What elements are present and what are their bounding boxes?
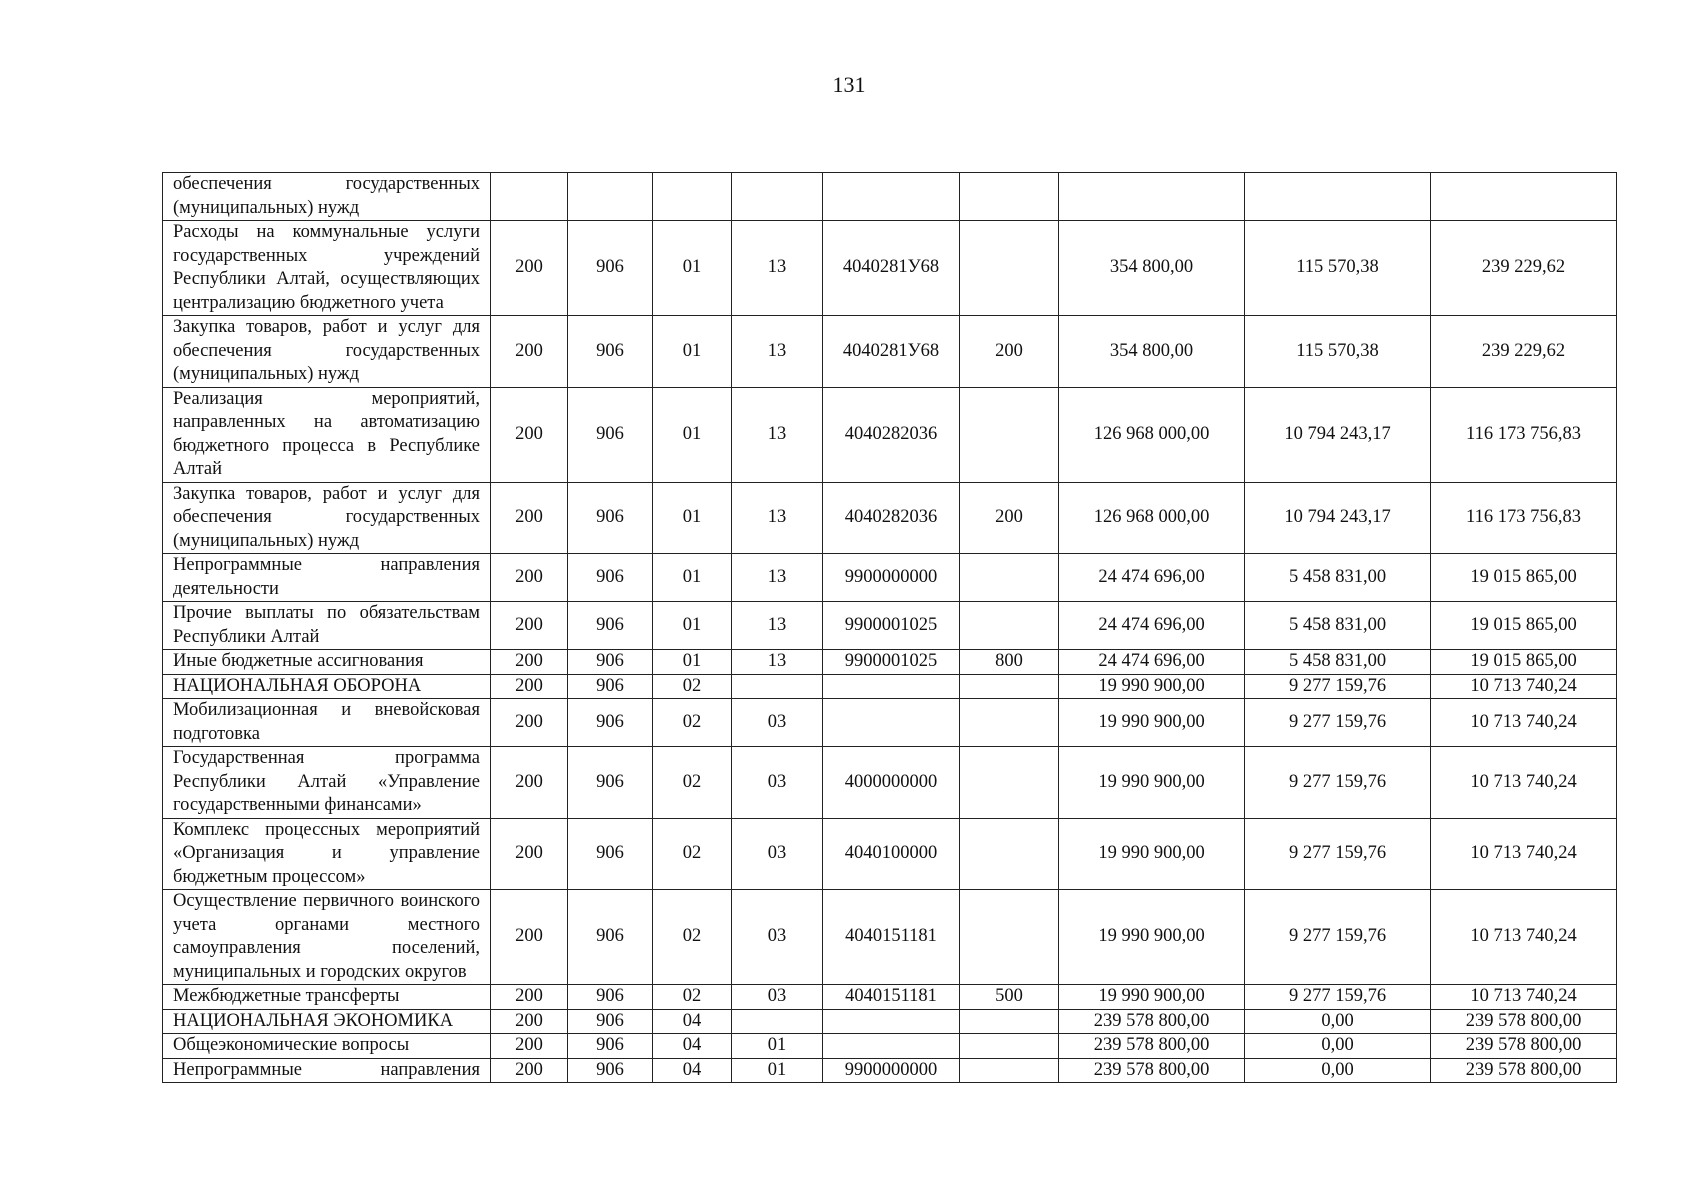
cell-amount-1: 19 990 900,00 bbox=[1059, 818, 1245, 890]
cell-code-1: 200 bbox=[491, 554, 568, 602]
cell-amount-2: 9 277 159,76 bbox=[1245, 818, 1431, 890]
cell-section: 04 bbox=[653, 1058, 732, 1083]
cell-section: 02 bbox=[653, 674, 732, 699]
cell-expense-type bbox=[960, 602, 1059, 650]
table-row bbox=[163, 818, 1617, 890]
cell-subsection: 13 bbox=[732, 387, 823, 482]
row-description: Непрограммные направления bbox=[163, 1058, 491, 1083]
cell-target-item: 4040281У68 bbox=[823, 316, 960, 388]
cell-amount-1: 354 800,00 bbox=[1059, 316, 1245, 388]
cell-section: 01 bbox=[653, 650, 732, 675]
cell-expense-type bbox=[960, 699, 1059, 747]
table-row bbox=[163, 387, 1617, 482]
cell-amount-3: 10 713 740,24 bbox=[1431, 890, 1617, 985]
table-row bbox=[163, 650, 1617, 675]
cell-subsection: 03 bbox=[732, 890, 823, 985]
cell-amount-2: 9 277 159,76 bbox=[1245, 674, 1431, 699]
cell-amount-2: 5 458 831,00 bbox=[1245, 554, 1431, 602]
cell-expense-type bbox=[960, 747, 1059, 819]
cell-amount-2: 9 277 159,76 bbox=[1245, 699, 1431, 747]
cell-code-2: 906 bbox=[568, 316, 653, 388]
row-description: обеспечения государственных (муниципальных) нужд bbox=[163, 173, 491, 221]
cell-amount-2: 115 570,38 bbox=[1245, 221, 1431, 316]
cell-amount-3: 10 713 740,24 bbox=[1431, 985, 1617, 1010]
cell-amount-1: 19 990 900,00 bbox=[1059, 674, 1245, 699]
cell-amount-1: 239 578 800,00 bbox=[1059, 1034, 1245, 1059]
page-number: 131 bbox=[832, 72, 866, 97]
row-description: Закупка товаров, работ и услуг для обеспечения государственных (муниципальных) нужд bbox=[163, 316, 491, 388]
cell-section: 01 bbox=[653, 554, 732, 602]
cell-expense-type: 200 bbox=[960, 482, 1059, 554]
cell-code-1: 200 bbox=[491, 1034, 568, 1059]
cell-code-1: 200 bbox=[491, 699, 568, 747]
budget-table bbox=[162, 172, 1617, 1083]
cell-amount-1: 19 990 900,00 bbox=[1059, 699, 1245, 747]
cell-code-1: 200 bbox=[491, 818, 568, 890]
cell-target-item: 4040100000 bbox=[823, 818, 960, 890]
cell-amount-3: 239 578 800,00 bbox=[1431, 1009, 1617, 1034]
cell-amount-2: 5 458 831,00 bbox=[1245, 602, 1431, 650]
cell-section: 02 bbox=[653, 699, 732, 747]
cell-amount-3: 10 713 740,24 bbox=[1431, 747, 1617, 819]
cell-code-1: 200 bbox=[491, 890, 568, 985]
cell-code-1: 200 bbox=[491, 650, 568, 675]
cell-expense-type bbox=[960, 890, 1059, 985]
cell-target-item: 4040281У68 bbox=[823, 221, 960, 316]
cell-subsection: 03 bbox=[732, 985, 823, 1010]
cell-code-2: 906 bbox=[568, 1058, 653, 1083]
cell-amount-3: 239 578 800,00 bbox=[1431, 1058, 1617, 1083]
row-description: Осуществление первичного воинского учета органами местного самоуправления поселений, муниципальных и городских округов bbox=[163, 890, 491, 985]
cell-section bbox=[653, 173, 732, 221]
cell-code-1: 200 bbox=[491, 674, 568, 699]
cell-section: 02 bbox=[653, 985, 732, 1010]
cell-code-1: 200 bbox=[491, 747, 568, 819]
cell-code-2: 906 bbox=[568, 699, 653, 747]
table-row bbox=[163, 985, 1617, 1010]
cell-amount-2: 9 277 159,76 bbox=[1245, 985, 1431, 1010]
cell-subsection: 03 bbox=[732, 818, 823, 890]
cell-section: 02 bbox=[653, 818, 732, 890]
cell-amount-1: 126 968 000,00 bbox=[1059, 482, 1245, 554]
cell-subsection: 13 bbox=[732, 316, 823, 388]
table-row bbox=[163, 482, 1617, 554]
cell-expense-type bbox=[960, 554, 1059, 602]
cell-subsection bbox=[732, 173, 823, 221]
cell-subsection: 01 bbox=[732, 1058, 823, 1083]
cell-expense-type bbox=[960, 1009, 1059, 1034]
row-description: Межбюджетные трансферты bbox=[163, 985, 491, 1010]
cell-amount-2: 9 277 159,76 bbox=[1245, 747, 1431, 819]
table-row bbox=[163, 674, 1617, 699]
cell-subsection bbox=[732, 1009, 823, 1034]
cell-amount-1 bbox=[1059, 173, 1245, 221]
cell-code-2 bbox=[568, 173, 653, 221]
row-description: НАЦИОНАЛЬНАЯ ЭКОНОМИКА bbox=[163, 1009, 491, 1034]
cell-amount-3: 19 015 865,00 bbox=[1431, 602, 1617, 650]
cell-code-1: 200 bbox=[491, 1058, 568, 1083]
cell-code-2: 906 bbox=[568, 221, 653, 316]
cell-code-2: 906 bbox=[568, 674, 653, 699]
cell-amount-1: 19 990 900,00 bbox=[1059, 747, 1245, 819]
cell-amount-2: 0,00 bbox=[1245, 1009, 1431, 1034]
cell-amount-3: 19 015 865,00 bbox=[1431, 554, 1617, 602]
table-row bbox=[163, 554, 1617, 602]
row-description: НАЦИОНАЛЬНАЯ ОБОРОНА bbox=[163, 674, 491, 699]
row-description: Общеэкономические вопросы bbox=[163, 1034, 491, 1059]
table-row bbox=[163, 890, 1617, 985]
cell-code-1: 200 bbox=[491, 482, 568, 554]
cell-target-item: 4040282036 bbox=[823, 482, 960, 554]
row-description: Прочие выплаты по обязательствам Республики Алтай bbox=[163, 602, 491, 650]
cell-amount-2: 9 277 159,76 bbox=[1245, 890, 1431, 985]
cell-code-2: 906 bbox=[568, 818, 653, 890]
table-row bbox=[163, 747, 1617, 819]
cell-amount-3 bbox=[1431, 173, 1617, 221]
cell-amount-1: 239 578 800,00 bbox=[1059, 1058, 1245, 1083]
cell-code-2: 906 bbox=[568, 482, 653, 554]
cell-subsection: 03 bbox=[732, 699, 823, 747]
table-row bbox=[163, 699, 1617, 747]
cell-subsection: 13 bbox=[732, 602, 823, 650]
cell-target-item: 4000000000 bbox=[823, 747, 960, 819]
cell-target-item: 4040282036 bbox=[823, 387, 960, 482]
row-description: Мобилизационная и вневойсковая подготовка bbox=[163, 699, 491, 747]
cell-amount-3: 10 713 740,24 bbox=[1431, 818, 1617, 890]
cell-section: 01 bbox=[653, 316, 732, 388]
cell-amount-3: 239 578 800,00 bbox=[1431, 1034, 1617, 1059]
cell-expense-type: 500 bbox=[960, 985, 1059, 1010]
cell-amount-1: 19 990 900,00 bbox=[1059, 985, 1245, 1010]
cell-amount-2: 0,00 bbox=[1245, 1034, 1431, 1059]
cell-amount-1: 24 474 696,00 bbox=[1059, 650, 1245, 675]
cell-amount-1: 24 474 696,00 bbox=[1059, 554, 1245, 602]
cell-code-2: 906 bbox=[568, 1009, 653, 1034]
row-description: Закупка товаров, работ и услуг для обеспечения государственных (муниципальных) нужд bbox=[163, 482, 491, 554]
cell-section: 01 bbox=[653, 387, 732, 482]
row-description: Иные бюджетные ассигнования bbox=[163, 650, 491, 675]
cell-expense-type bbox=[960, 221, 1059, 316]
cell-amount-1: 239 578 800,00 bbox=[1059, 1009, 1245, 1034]
cell-target-item: 9900001025 bbox=[823, 650, 960, 675]
cell-target-item: 4040151181 bbox=[823, 890, 960, 985]
cell-amount-2: 10 794 243,17 bbox=[1245, 387, 1431, 482]
cell-section: 04 bbox=[653, 1034, 732, 1059]
cell-expense-type: 200 bbox=[960, 316, 1059, 388]
cell-amount-3: 116 173 756,83 bbox=[1431, 387, 1617, 482]
cell-section: 01 bbox=[653, 221, 732, 316]
cell-amount-2: 0,00 bbox=[1245, 1058, 1431, 1083]
cell-amount-3: 239 229,62 bbox=[1431, 221, 1617, 316]
cell-subsection: 13 bbox=[732, 650, 823, 675]
cell-section: 01 bbox=[653, 482, 732, 554]
cell-amount-1: 354 800,00 bbox=[1059, 221, 1245, 316]
cell-target-item bbox=[823, 173, 960, 221]
cell-subsection: 01 bbox=[732, 1034, 823, 1059]
row-description: Расходы на коммунальные услуги государственных учреждений Республики Алтай, осуществляющих централизацию бюджетного учета bbox=[163, 221, 491, 316]
cell-code-2: 906 bbox=[568, 985, 653, 1010]
cell-expense-type bbox=[960, 818, 1059, 890]
cell-expense-type bbox=[960, 674, 1059, 699]
cell-amount-3: 10 713 740,24 bbox=[1431, 699, 1617, 747]
cell-amount-1: 126 968 000,00 bbox=[1059, 387, 1245, 482]
cell-section: 04 bbox=[653, 1009, 732, 1034]
table-row bbox=[163, 221, 1617, 316]
cell-target-item bbox=[823, 674, 960, 699]
cell-code-2: 906 bbox=[568, 890, 653, 985]
cell-code-1: 200 bbox=[491, 387, 568, 482]
cell-target-item bbox=[823, 1009, 960, 1034]
table-row bbox=[163, 602, 1617, 650]
cell-code-1: 200 bbox=[491, 316, 568, 388]
cell-section: 01 bbox=[653, 602, 732, 650]
row-description: Непрограммные направления деятельности bbox=[163, 554, 491, 602]
cell-section: 02 bbox=[653, 747, 732, 819]
cell-amount-2 bbox=[1245, 173, 1431, 221]
cell-expense-type bbox=[960, 1058, 1059, 1083]
table-row bbox=[163, 173, 1617, 221]
table-row bbox=[163, 1009, 1617, 1034]
table-row bbox=[163, 1058, 1617, 1083]
cell-amount-3: 239 229,62 bbox=[1431, 316, 1617, 388]
cell-code-1: 200 bbox=[491, 985, 568, 1010]
table-row bbox=[163, 316, 1617, 388]
cell-amount-1: 19 990 900,00 bbox=[1059, 890, 1245, 985]
cell-code-1: 200 bbox=[491, 602, 568, 650]
cell-amount-2: 5 458 831,00 bbox=[1245, 650, 1431, 675]
cell-subsection: 03 bbox=[732, 747, 823, 819]
cell-target-item: 9900001025 bbox=[823, 602, 960, 650]
cell-code-2: 906 bbox=[568, 387, 653, 482]
cell-code-1: 200 bbox=[491, 1009, 568, 1034]
cell-target-item: 9900000000 bbox=[823, 1058, 960, 1083]
cell-target-item bbox=[823, 1034, 960, 1059]
cell-subsection: 13 bbox=[732, 482, 823, 554]
cell-code-2: 906 bbox=[568, 747, 653, 819]
cell-amount-2: 10 794 243,17 bbox=[1245, 482, 1431, 554]
cell-amount-3: 10 713 740,24 bbox=[1431, 674, 1617, 699]
cell-expense-type bbox=[960, 1034, 1059, 1059]
cell-target-item: 9900000000 bbox=[823, 554, 960, 602]
cell-code-1: 200 bbox=[491, 221, 568, 316]
cell-section: 02 bbox=[653, 890, 732, 985]
cell-subsection: 13 bbox=[732, 554, 823, 602]
row-description: Комплекс процессных мероприятий «Организация и управление бюджетным процессом» bbox=[163, 818, 491, 890]
cell-target-item bbox=[823, 699, 960, 747]
cell-amount-3: 19 015 865,00 bbox=[1431, 650, 1617, 675]
cell-expense-type bbox=[960, 387, 1059, 482]
cell-code-2: 906 bbox=[568, 650, 653, 675]
cell-code-2: 906 bbox=[568, 554, 653, 602]
cell-amount-2: 115 570,38 bbox=[1245, 316, 1431, 388]
cell-expense-type: 800 bbox=[960, 650, 1059, 675]
row-description: Реализация мероприятий, направленных на автоматизацию бюджетного процесса в Республике Алтай bbox=[163, 387, 491, 482]
table-row bbox=[163, 1034, 1617, 1059]
row-description: Государственная программа Республики Алтай «Управление государственными финансами» bbox=[163, 747, 491, 819]
cell-code-2: 906 bbox=[568, 602, 653, 650]
cell-target-item: 4040151181 bbox=[823, 985, 960, 1010]
cell-code-2: 906 bbox=[568, 1034, 653, 1059]
cell-subsection: 13 bbox=[732, 221, 823, 316]
cell-subsection bbox=[732, 674, 823, 699]
cell-expense-type bbox=[960, 173, 1059, 221]
cell-code-1 bbox=[491, 173, 568, 221]
cell-amount-1: 24 474 696,00 bbox=[1059, 602, 1245, 650]
cell-amount-3: 116 173 756,83 bbox=[1431, 482, 1617, 554]
